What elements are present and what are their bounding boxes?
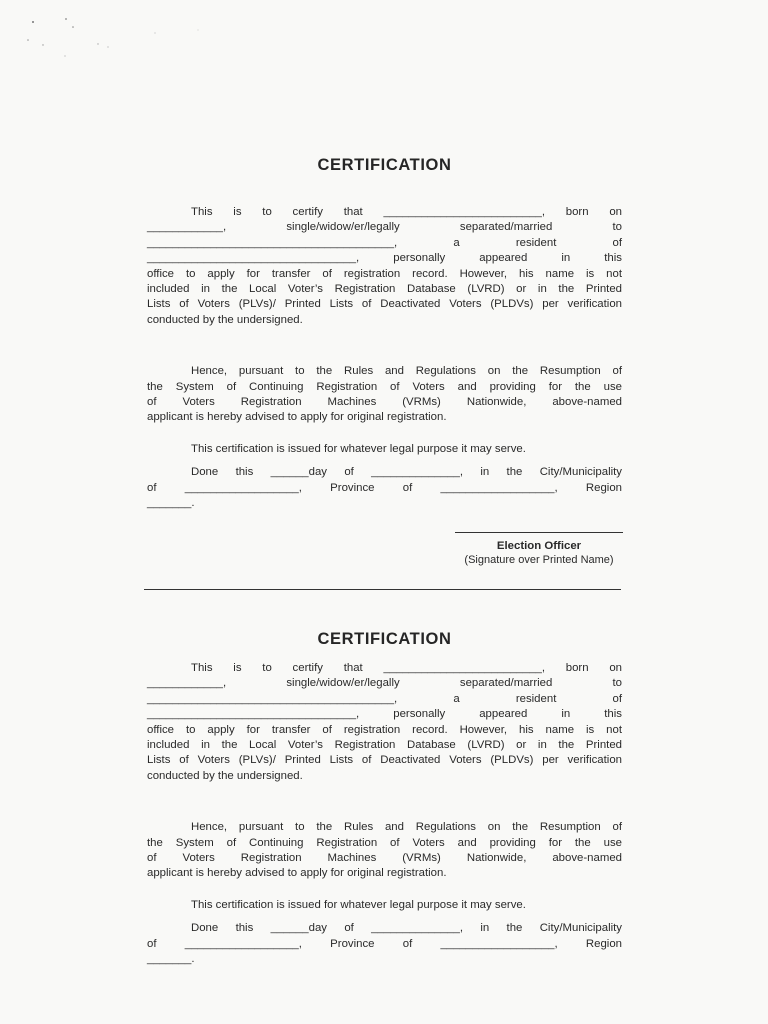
paragraph-line: Hence, pursuant to the Rules and Regulations on the Resumption of — [191, 821, 622, 834]
paragraph-line: _______________________________________, a resident of — [147, 692, 622, 705]
scan-specks — [0, 0, 768, 80]
paragraph-line: of __________________, Province of __________________, Region — [147, 481, 622, 494]
done-this-paragraph — [147, 921, 622, 967]
certification-block-2 — [147, 630, 622, 968]
purpose-line: This certification is issued for whatever legal purpose it may serve. — [191, 442, 526, 455]
done-this-paragraph — [147, 465, 622, 511]
paragraph-line: _______________________________________, a resident of — [147, 236, 622, 249]
paragraph-line: Done this ______day of ______________, in the City/Municipality — [191, 922, 622, 935]
hence-paragraph — [147, 820, 622, 882]
hence-paragraph — [147, 364, 622, 426]
paragraph-line: office to apply for transfer of registration record. However, his name is not — [147, 267, 622, 280]
certify-paragraph — [147, 661, 622, 784]
certification-title: CERTIFICATION — [317, 630, 452, 648]
paragraph-line: included in the Local Voter’s Registration Database (LVRD) or in the Printed — [147, 283, 622, 296]
paragraph-line: applicant is hereby advised to apply for original registration. — [147, 867, 447, 880]
paragraph-line: included in the Local Voter’s Registration Database (LVRD) or in the Printed — [147, 739, 622, 752]
paragraph-line: of __________________, Province of __________________, Region — [147, 937, 622, 950]
paragraph-line: conducted by the undersigned. — [147, 769, 303, 782]
signature-line — [455, 532, 623, 533]
paragraph-line: of Voters Registration Machines (VRMs) Nationwide, above-named — [147, 396, 622, 409]
paragraph-line: _______. — [147, 497, 195, 510]
certify-paragraph — [147, 205, 622, 328]
purpose-line: This certification is issued for whatever legal purpose it may serve. — [191, 898, 526, 911]
paragraph-line: Done this ______day of ______________, in the City/Municipality — [191, 466, 622, 479]
section-divider — [144, 589, 621, 590]
paragraph-line: conducted by the undersigned. — [147, 313, 303, 326]
paragraph-line: This is to certify that _________________________, born on — [191, 662, 622, 674]
paragraph-line: _________________________________, personally appeared in this — [147, 252, 622, 265]
paragraph-line: Hence, pursuant to the Rules and Regulations on the Resumption of — [191, 365, 622, 378]
certification-title: CERTIFICATION — [317, 156, 452, 174]
paragraph-line: Lists of Voters (PLVs)/ Printed Lists of Deactivated Voters (PLDVs) per verification — [147, 298, 622, 311]
paragraph-line: of Voters Registration Machines (VRMs) Nationwide, above-named — [147, 852, 622, 865]
signature-title: Election Officer — [496, 540, 582, 552]
paragraph-line: the System of Continuing Registration of Voters and providing for the use — [147, 836, 622, 849]
paragraph-line: _________________________________, personally appeared in this — [147, 708, 622, 721]
certification-block-1 — [147, 156, 622, 512]
signature-block — [455, 532, 623, 568]
paragraph-line: the System of Continuing Registration of Voters and providing for the use — [147, 380, 622, 393]
paragraph-line: ____________, single/widow/er/legally separated/married to — [147, 221, 622, 234]
paragraph-line: Lists of Voters (PLVs)/ Printed Lists of Deactivated Voters (PLDVs) per verification — [147, 754, 622, 767]
signature-subtitle: (Signature over Printed Name) — [464, 554, 614, 566]
paragraph-line: ____________, single/widow/er/legally separated/married to — [147, 677, 622, 690]
paragraph-line: office to apply for transfer of registration record. However, his name is not — [147, 723, 622, 736]
paragraph-line: applicant is hereby advised to apply for original registration. — [147, 411, 447, 424]
paragraph-line: This is to certify that _________________________, born on — [191, 206, 622, 218]
paragraph-line: _______. — [147, 953, 195, 966]
